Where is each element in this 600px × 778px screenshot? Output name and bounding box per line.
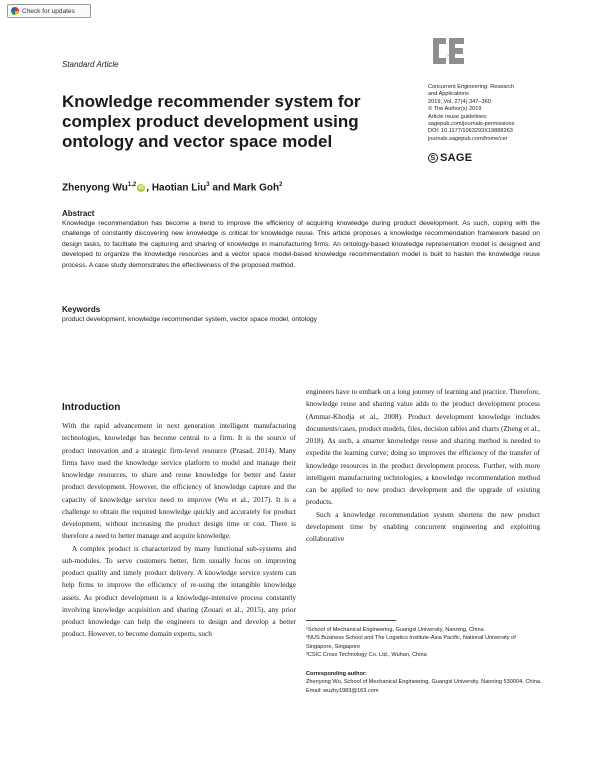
abstract-heading: Abstract [62, 209, 95, 218]
journal-info-line: © The Author(s) 2019 [428, 106, 482, 113]
journal-info-link[interactable]: sagepub.com/journals-permissions [428, 121, 515, 128]
author-separator: and [209, 182, 233, 194]
author-separator: , [146, 182, 152, 194]
abstract-text: Knowledge recommendation has become a trend to improve the efficiency of acquiring knowledge during product development. As such, coping with the challenge of constantly discovering new knowledge is critical for knowledge reuse. This article proposes a knowledge recommendation framework based on design tasks, to facilitate the capturing and sharing of knowledge in manufacturing firms. An ontology-based knowledge representation model is designed and developed to organize the knowledge resources and a vector space model-based knowledge recommendation model is built to hasten the knowledge reuse process. A case study demonstrates the effectiveness of the proposed method. [62, 220, 540, 269]
check-for-updates-label: Check for updates [22, 7, 75, 15]
author-name: Mark Goh [232, 182, 280, 194]
sage-icon: S [428, 153, 438, 163]
affiliation: ³CSIC Cross Technology Co. Ltd., Wuhan, China [306, 652, 427, 659]
corresponding-author-address: Zhenyong Wu, School of Mechanical Engineering, Guangxi University, Nanning 530004, China. [306, 679, 542, 686]
journal-info-line: 2019, Vol. 27(4) 347–360 [428, 98, 491, 105]
journal-info-link[interactable]: journals.sagepub.com/home/cer [428, 135, 508, 142]
journal-info-doi[interactable]: DOI: 10.1177/1063293X19888263 [428, 128, 513, 135]
crossmark-icon [11, 7, 19, 15]
body-paragraph: engineers have to embark on a long journey of learning and practice. Therefore, knowledge reuse and sharing value adds to the product development process (Ammar-Khodja et al., 2008). Product development knowledge includes documents/cases, product models, files, decision tables and charts (Zheng et al., 2018). As such, a smarter knowledge reuse and sharing method is needed to expedite the learning curve; doing so improves the efficiency of the transfer of knowledge resources in the product development process. Further, with more intelligent manufacturing technologies, a knowledge recommendation method can be applied to new product development and the upgrade of existing products. [306, 387, 540, 507]
journal-info-line: Article reuse guidelines: [428, 113, 488, 120]
author-name: Haotian Liu [151, 182, 207, 194]
journal-logo [430, 36, 466, 66]
corresponding-author-block [306, 670, 542, 695]
article-title: Knowledge recommender system for complex product development using ontology and vector space model [62, 92, 361, 151]
keywords-heading: Keywords [62, 305, 101, 314]
publisher-name: SAGE [440, 152, 473, 164]
body-paragraph: With the rapid advancement in next generation intelligent manufacturing technologies, knowledge has become central to a firm. It is the source of product innovation and a strategic firm-level resource (Prasad, 2014). Many firms have used the knowledge service platform to model and manage their knowledge resources, to share and reuse knowledge for better and faster product development. However, the efficiency of knowledge capture and the capacity of knowledge service need to improve (Wu et al., 2017). It is a challenge to obtain the required knowledge quickly and accurately for product development, without increasing the product design time or cost. There is therefore a need to better manage and acquire knowledge. [62, 421, 296, 541]
footnote-divider [306, 620, 396, 621]
author-list [62, 182, 282, 193]
corresponding-author-email[interactable]: Email: wuzhy1983@163.com [306, 687, 379, 694]
corresponding-author-heading: Corresponding author: [306, 671, 367, 677]
journal-info-line: and Applications [428, 91, 469, 98]
check-for-updates-badge[interactable] [7, 4, 91, 18]
orcid-icon[interactable]: iD [138, 184, 144, 191]
body-paragraph: A complex product is characterized by many functional sub-systems and sub-modules. To serve customers better, firm usually focus on improving product quality and timely product delivery. A knowledge service system can help firms to improve the efficiency of re-using the intangible knowledge assets. As product development is a knowledge-intensive process constantly involving knowledge acquisition and sharing (Zouari et al., 2015), any prior product knowledge can help the engineers to design and develop a better product. However, to become domain experts, such [62, 543, 296, 639]
author-name: Zhenyong Wu [62, 182, 128, 194]
journal-info-block [428, 84, 578, 143]
affiliation: ²NUS Business School and The Logistics Institute-Asia Pacific, National University of Singapore, Singapore [306, 635, 516, 650]
body-column-left [62, 420, 296, 641]
keywords-text: product development, knowledge recommender system, vector space model, ontology [62, 316, 318, 323]
author-affiliation-mark: 1,2 [127, 182, 137, 188]
affiliations-block [306, 626, 542, 660]
introduction-heading: Introduction [62, 402, 121, 413]
journal-info-line: Concurrent Engineering: Research [428, 84, 515, 90]
body-paragraph: Such a knowledge recommendation system shortens the new product development time by enabling concurrent engineering and exploiting collaborative [306, 509, 540, 543]
author-affiliation-mark: 3 [206, 182, 210, 188]
author-affiliation-mark: 2 [279, 182, 283, 188]
affiliation: ¹School of Mechanical Engineering, Guangxi University, Nanning, China [306, 627, 484, 633]
body-column-right [306, 386, 540, 545]
journal-logo-text: CE [446, 55, 450, 57]
article-type: Standard Article [62, 60, 119, 69]
publisher-logo [428, 152, 472, 164]
